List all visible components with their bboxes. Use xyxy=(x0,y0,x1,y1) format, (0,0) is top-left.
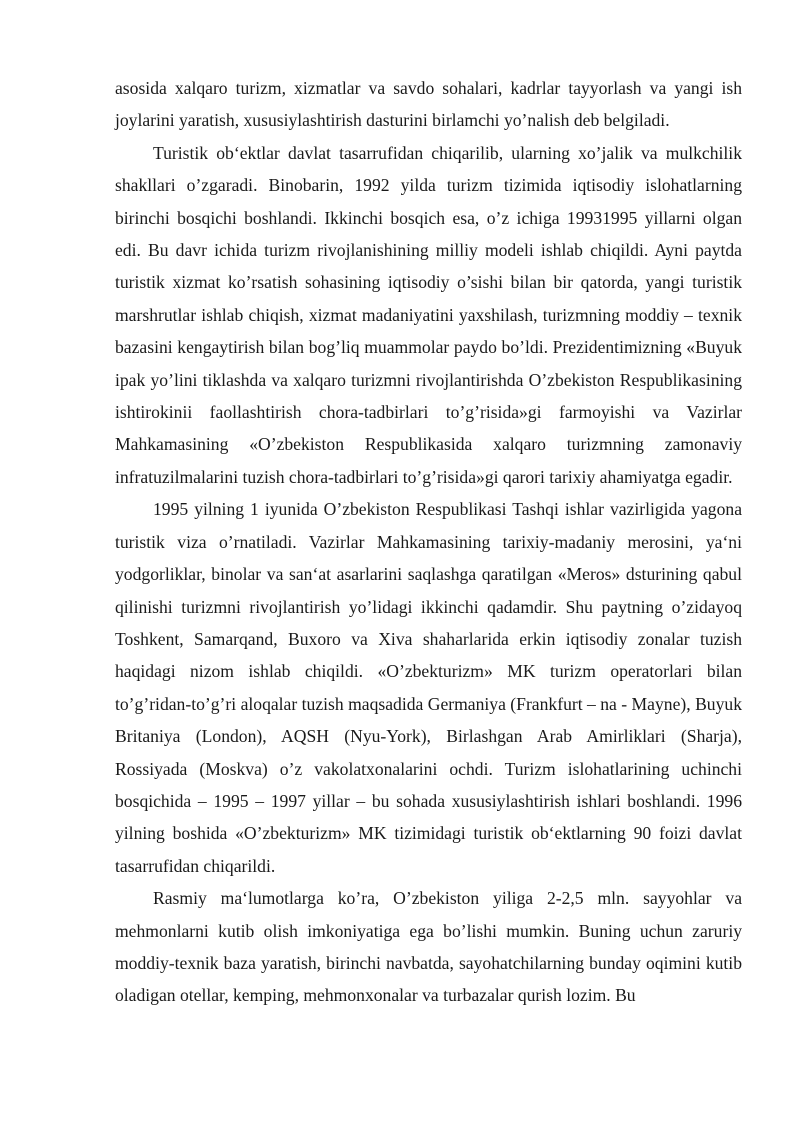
paragraph-4: Rasmiy ma‘lumotlarga ko’ra, O’zbekiston yiliga 2-2,5 mln. sayyohlar va mehmonlarni kutib olish imkoniyatiga ega bo’lishi mumkin. Buning uchun zaruriy moddiy-texnik baza yaratish, birinchi navbatda, sayohatchilarning bunday oqimini kutib oladigan otellar, kemping, mehmonxonalar va turbazalar qurish lozim. Bu xyxy=(115,888,742,1006)
document-page xyxy=(115,72,742,1012)
paragraph-3: 1995 yilning 1 iyunida O’zbekiston Respublikasi Tashqi ishlar vazirligida yagona turistik viza o’rnatiladi. Vazirlar Mahkamasining tarixiy-madaniy merosini, ya‘ni yodgorliklar, binolar va san‘at asarlarini saqlashga qaratilgan «Meros» dsturining qabul qilinishi turizmni rivojlantirish yo’lidagi ikkinchi qadamdir. Shu paytning o’zidayoq Toshkent, Samarqand, Buxoro va Xiva shaharlarida erkin iqtisodiy zonalar tuzish haqidagi nizom ishlab chiqildi. «O’zbekturizm» MK turizm operatorlari bilan to’g’ridan-to’g’ri aloqalar tuzish maqsadida Germaniya (Frankfurt – na - Mayne), Buyuk Britaniya (London), AQSH (Nyu-York), Birlashgan Arab Amirliklari (Sharja), Rossiyada (Moskva) o’z vakolatxonalarini ochdi. Turizm islohatlarining uchinchi bosqichida – 1995 – 1997 yillar – bu sohada xususiylashtirish ishlari boshlandi. 1996 yilning boshida «O’zbekturizm» MK tizimidagi turistik ob‘ektlarning 90 foizi davlat tasarrufidan chiqarildi. xyxy=(115,499,742,876)
paragraph-2: Turistik ob‘ektlar davlat tasarrufidan chiqarilib, ularning xo’jalik va mulkchilik shakllari o’zgaradi. Binobarin, 1992 yilda turizm tizimida iqtisodiy islohatlarning birinchi bosqichi boshlandi. Ikkinchi bosqich esa, o’z ichiga 19931995 yillarni olgan edi. Bu davr ichida turizm rivojlanishining milliy modeli ishlab chiqildi. Ayni paytda turistik xizmat ko’rsatish sohasining iqtisodiy o’sishi bilan bir qatorda, yangi turistik marshrutlar ishlab chiqish, xizmat madaniyatini yaxshilash, turizmning moddiy – texnik bazasini kengaytirish bilan bog’liq muammolar paydo bo’ldi. Prezidentimizning «Buyuk ipak yo’lini tiklashda va xalqaro turizmni rivojlantirishda O’zbekiston Respublikasining ishtirokinii faollashtirish chora-tadbirlari to’g’risida»gi farmoyishi va Vazirlar Mahkamasining «O’zbekiston Respublikasida xalqaro turizmning zamonaviy infratuzilmalarini tuzish chora-tadbirlari to’g’risida»gi qarori tarixiy ahamiyatga egadir. xyxy=(115,142,742,487)
paragraph-1: asosida xalqaro turizm, xizmatlar va savdo sohalari, kadrlar tayyorlash va yangi ish joylarini yaratish, xususiylashtirish dasturini birlamchi yo’nalish deb belgiladi. xyxy=(115,78,742,131)
